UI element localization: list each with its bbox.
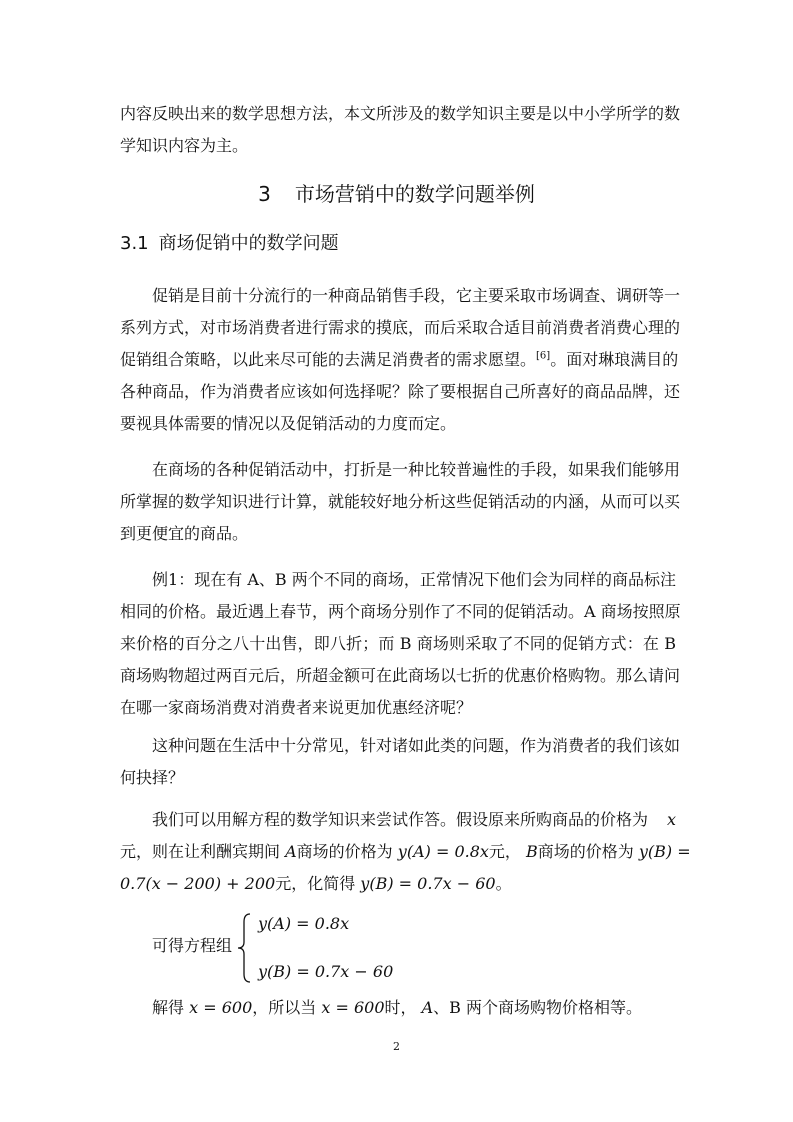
equation-yB-start: y(B) = <box>638 842 691 861</box>
para1-line-3-tail: 。面对琳琅满目的 <box>550 350 679 369</box>
example-line-3: 来价格的百分之八十出售，即八折；而 B 商场则采取了不同的促销方式：在 B <box>120 634 676 653</box>
example-line-4: 商场购物超过两百元后，所超金额可在此商场以七折的优惠价格购物。那么请问 <box>120 666 681 685</box>
var-x: x <box>666 810 676 829</box>
solve-text-a: 解得 <box>152 998 185 1017</box>
para4-line-2-text: 元，则在让利酬宾期间 <box>120 842 281 861</box>
page-number: 2 <box>393 1040 400 1053</box>
solve-line <box>152 998 676 1018</box>
para2-line-1: 在商场的各种促销活动中，打折是一种比较普遍性的手段，如果我们能够用 <box>152 460 681 479</box>
para4-line-2-text-b: 商场的价格为 <box>296 842 393 861</box>
subsection-title: 商场促销中的数学问题 <box>158 233 339 254</box>
example-line-5: 在哪一家商场消费对消费者来说更加优惠经济呢？ <box>120 698 473 717</box>
para4-line-2 <box>120 842 691 862</box>
subsection-heading <box>120 232 339 256</box>
para4-line-2-text-d: 商场的价格为 <box>537 842 634 861</box>
section-title: 市场营销中的数学问题举例 <box>294 182 535 206</box>
example-line-1: 例1：现在有 A、B 两个不同的商场，正常情况下他们会为同样的商品标注 <box>152 570 676 589</box>
solve-text-b: ，所以当 <box>252 998 317 1017</box>
para3-line-1: 这种问题在生活中十分常见，针对诸如此类的问题，作为消费者的我们该如 <box>152 736 681 755</box>
equation-yB-simplified: y(B) = 0.7x − 60 <box>360 874 496 893</box>
subsection-number: 3.1 <box>120 233 149 254</box>
para1-line-3-text: 促销组合策略，以此来尽可能的去满足消费者的需求愿望。 <box>120 350 537 369</box>
var-B: B <box>526 842 538 861</box>
para3-line-2: 何抉择？ <box>120 768 185 787</box>
left-brace-icon <box>236 912 252 984</box>
equation-yB-expr: 0.7(x − 200) + 200 <box>120 874 276 893</box>
para4-line-3-text: 元，化简得 <box>275 874 356 893</box>
intro-line-2: 学知识内容为主。 <box>120 136 249 155</box>
para1-line-5: 要视具体需要的情况以及促销活动的力度而定。 <box>120 414 457 433</box>
equation-yA: y(A) = 0.8x <box>397 842 489 861</box>
section-number: 3 <box>258 182 271 206</box>
system-label: 可得方程组 <box>152 936 233 955</box>
para1-line-2: 系列方式，对市场消费者进行需求的摸底，而后采取合适目前消费者消费心理的 <box>120 318 681 337</box>
example-line-2: 相同的价格。最近遇上春节，两个商场分别作了不同的促销活动。A 商场按照原 <box>120 602 681 621</box>
para4-line-1-text: 我们可以用解方程的数学知识来尝试作答。假设原来所购商品的价格为 <box>152 810 649 829</box>
solve-var-A: A <box>421 998 434 1017</box>
intro-line-1: 内容反映出来的数学思想方法，本文所涉及的数学知识主要是以中小学所学的数 <box>120 104 681 123</box>
solve-text-d: 、B 两个商场购物价格相等。 <box>433 998 643 1017</box>
para2-line-3: 到更便宜的商品。 <box>120 524 249 543</box>
para4-line-3-tail: 。 <box>495 874 512 893</box>
solve-eq-2: x = 600 <box>321 998 385 1017</box>
para1-line-4: 各种商品，作为消费者应该如何选择呢？除了要根据自己所喜好的商品品牌，还 <box>120 382 681 401</box>
system-equation-2: y(B) = 0.7x − 60 <box>258 962 394 981</box>
citation-ref: [6] <box>536 350 551 362</box>
para2-line-2: 所掌握的数学知识进行计算，就能较好地分析这些促销活动的内涵，从而可以买 <box>120 492 681 511</box>
solve-eq-1: x = 600 <box>189 998 253 1017</box>
system-equation-1: y(A) = 0.8x <box>258 914 350 933</box>
para1-line-3 <box>120 350 679 370</box>
para4-line-3 <box>120 874 676 894</box>
para4-line-1 <box>152 810 676 830</box>
section-heading <box>0 181 793 207</box>
solve-text-c: 时， <box>384 998 417 1017</box>
para4-line-2-text-c: 元， <box>488 842 521 861</box>
para1-line-1: 促销是目前十分流行的一种商品销售手段，它主要采取市场调查、调研等一 <box>152 286 681 305</box>
var-A: A <box>285 842 297 861</box>
